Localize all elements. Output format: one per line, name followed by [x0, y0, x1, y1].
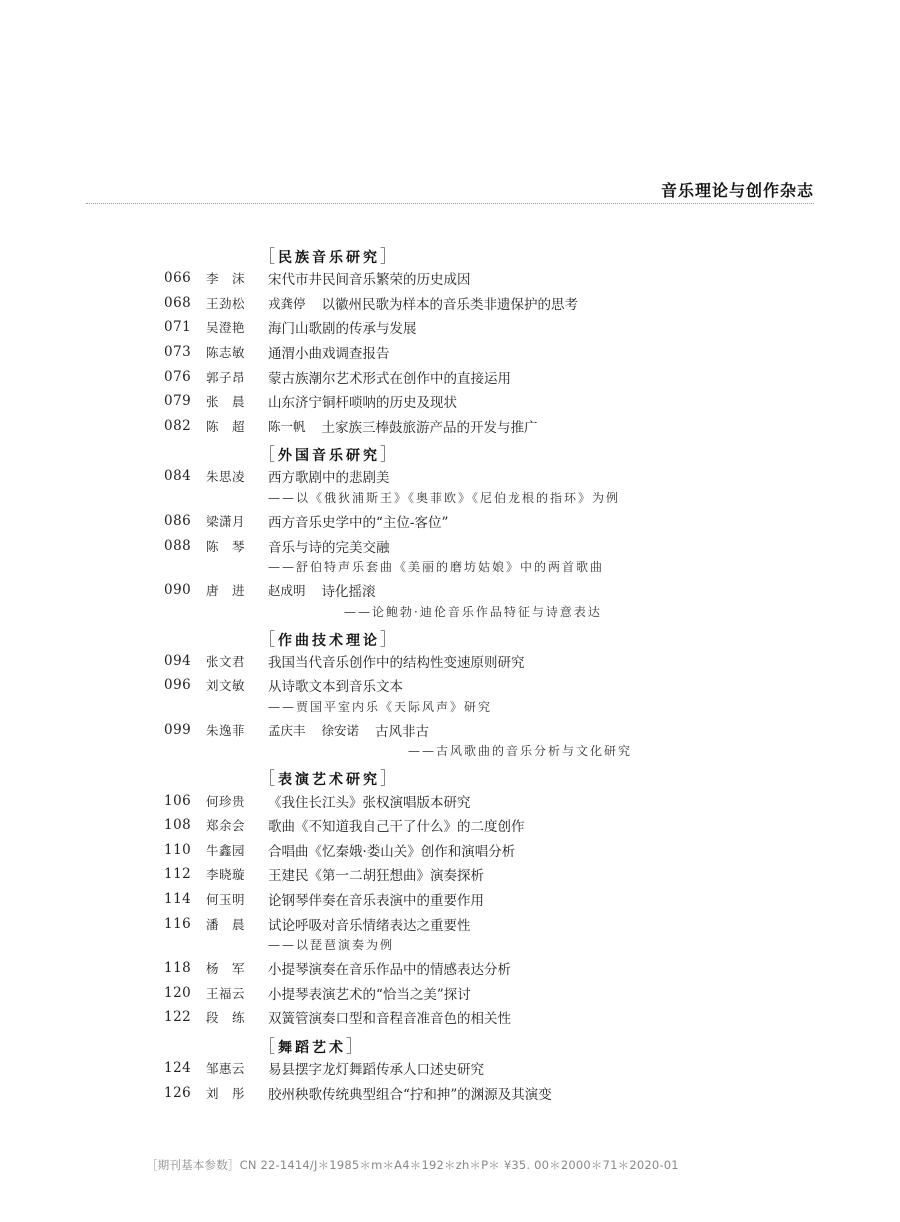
bracket-right: ］ [380, 629, 400, 650]
page-number: 126 [164, 1084, 192, 1101]
article-title: 小提琴表演艺术的“恰当之美”探讨 [268, 986, 471, 1003]
page-number: 096 [164, 677, 192, 694]
page-number: 073 [164, 344, 192, 361]
author-name: 李 沫 [206, 271, 246, 287]
author-name: 潘 晨 [206, 916, 246, 932]
author-name: 陈一帆 [268, 418, 306, 434]
bracket-left: ［ [258, 247, 278, 267]
author-name: 孟庆丰 [268, 723, 306, 739]
page-number: 124 [164, 1059, 192, 1076]
article-title: 双簧管演奏口型和音程音准音色的相关性 [268, 1011, 511, 1028]
article-title: 王建民《第一二胡狂想曲》演奏探析 [268, 868, 484, 885]
page-number: 116 [164, 915, 192, 932]
toc-entry[interactable] [164, 389, 764, 414]
toc-entry[interactable] [164, 911, 764, 956]
toc-entry[interactable] [164, 649, 764, 674]
toc-entry[interactable] [164, 980, 764, 1005]
article-title: 宋代市井民间音乐繁荣的历史成因 [268, 272, 471, 289]
bracket-left: ［ [258, 1036, 278, 1057]
page-number: 084 [164, 468, 192, 485]
page-number: 114 [164, 890, 192, 907]
bracket-right: ］ [380, 769, 400, 790]
bracket-left: ［ [258, 769, 278, 790]
page-number: 122 [164, 1009, 192, 1026]
toc-entry[interactable] [164, 1005, 764, 1030]
author-name: 陈 琴 [206, 538, 246, 554]
author-name: 朱逸菲 [206, 723, 246, 739]
page-number: 090 [164, 582, 192, 599]
author-name: 郑余会 [206, 818, 246, 834]
article-title: 西方歌剧中的悲剧美 [268, 470, 390, 487]
section-title: 表演艺术研究 [278, 772, 380, 789]
author-name: 郭子昂 [206, 369, 246, 385]
author-name: 张 晨 [206, 394, 246, 410]
author-name: 张文君 [206, 653, 246, 669]
header-divider [86, 203, 814, 204]
article-title: 西方音乐史学中的“主位-客位” [268, 515, 449, 532]
page-number: 120 [164, 984, 192, 1001]
author-name: 何珍贵 [206, 793, 246, 809]
article-subtitle: ——以琵琶演奏为例 [268, 937, 395, 952]
toc-entry[interactable] [164, 340, 764, 365]
section-title: 外国音乐研究 [278, 448, 380, 465]
toc-entry[interactable] [164, 266, 764, 291]
article-title: 胶州秧歌传统典型组合“拧和抻”的渊源及其演变 [268, 1086, 552, 1103]
article-title: 小提琴演奏在音乐作品中的情感表达分析 [268, 962, 511, 979]
toc-entry[interactable] [164, 414, 764, 439]
author-name: 王福云 [206, 985, 246, 1001]
toc-entry[interactable] [164, 1080, 764, 1105]
page-number: 086 [164, 513, 192, 530]
section-heading [258, 440, 764, 466]
article-title: 古风非古 [375, 724, 430, 741]
article-title: 诗化摇滚 [321, 584, 376, 601]
toc-entry[interactable] [164, 813, 764, 838]
toc-entry[interactable] [164, 887, 764, 912]
page-number: 118 [164, 960, 192, 977]
article-title: 我国当代音乐创作中的结构性变速原则研究 [268, 654, 525, 671]
bracket-left: ［ [258, 629, 278, 650]
author-name: 朱思凌 [206, 469, 246, 485]
article-title: 《我住长江头》张权演唱版本研究 [268, 794, 471, 811]
article-title: 合唱曲《忆秦娥·娄山关》创作和演唱分析 [268, 843, 516, 860]
section-heading [258, 242, 764, 267]
author-name: 唐 进 [206, 583, 246, 599]
page-number: 108 [164, 817, 192, 834]
article-title: 歌曲《不知道我自己干了什么》的二度创作 [268, 819, 525, 836]
article-title: 以徽州民歌为样本的音乐类非遗保护的思考 [321, 296, 579, 313]
page-number: 088 [164, 537, 192, 554]
article-title: 通渭小曲戏调查报告 [268, 346, 390, 363]
author-name: 杨 军 [206, 961, 246, 977]
author-name: 何玉明 [206, 891, 246, 907]
section-title: 民族音乐研究 [278, 250, 380, 266]
toc-entry[interactable] [164, 838, 764, 863]
author-name: 邹惠云 [206, 1060, 246, 1076]
author-name: 陈 超 [206, 418, 246, 434]
article-title: 蒙古族潮尔艺术形式在创作中的直接运用 [268, 370, 511, 387]
journal-title: 音乐理论与创作杂志 [660, 181, 814, 200]
page-number: 112 [164, 866, 192, 883]
article-subtitle: ——舒伯特声乐套曲《美丽的磨坊姑娘》中的两首歌曲 [268, 559, 605, 574]
author-name: 陈志敏 [206, 345, 246, 361]
toc-entry[interactable] [164, 533, 764, 578]
section-heading [258, 1032, 764, 1057]
article-title: 易县摆字龙灯舞蹈传承人口述史研究 [268, 1061, 484, 1078]
article-title: 论钢琴伴奏在音乐表演中的重要作用 [268, 892, 484, 909]
toc-entry[interactable] [164, 788, 764, 813]
page-number: 099 [164, 722, 192, 739]
toc-entry[interactable] [164, 673, 764, 718]
article-subtitle: ——古风歌曲的音乐分析与文化研究 [408, 744, 633, 759]
toc-entry[interactable] [164, 315, 764, 340]
journal-parameters-footer: ［期刊基本参数］CN 22-1414/J＊1985＊m＊A4＊192＊zh＊P＊ ¥35. 00＊2000＊71＊2020-01 [146, 1158, 679, 1172]
section-title: 作曲技术理论 [278, 632, 380, 649]
page-number: 076 [164, 368, 192, 385]
author-name: 刘 彤 [206, 1085, 246, 1101]
page-number: 079 [164, 393, 192, 410]
article-title: 山东济宁铜杆唢呐的历史及现状 [268, 395, 457, 412]
toc-entry[interactable] [164, 956, 764, 981]
bracket-right: ］ [380, 247, 400, 267]
bracket-left: ［ [258, 445, 278, 466]
article-title: 音乐与诗的完美交融 [268, 539, 390, 556]
author-name: 梁潇月 [206, 514, 246, 530]
author-name: 刘文敏 [206, 678, 246, 694]
author-name: 李晓璇 [206, 867, 246, 883]
article-title: 从诗歌文本到音乐文本 [268, 679, 403, 696]
table-of-contents [164, 240, 764, 1105]
section-heading [258, 625, 764, 650]
article-title: 海门山歌剧的传承与发展 [268, 321, 417, 338]
article-subtitle: ——论鲍勃·迪伦音乐作品特征与诗意表达 [344, 604, 602, 619]
bracket-right: ］ [346, 1036, 366, 1057]
page-number: 071 [164, 319, 192, 336]
toc-entry[interactable] [164, 862, 764, 887]
section-title: 舞蹈艺术 [278, 1039, 346, 1056]
author-name: 赵成明 [268, 583, 306, 599]
bracket-right: ］ [380, 445, 400, 466]
toc-entry[interactable] [164, 509, 764, 534]
author-name: 吴澄艳 [206, 320, 246, 336]
toc-entry[interactable] [164, 464, 764, 509]
page-number: 106 [164, 792, 192, 809]
page-number: 066 [164, 270, 192, 287]
page-number: 082 [164, 417, 192, 434]
author-name: 段 练 [206, 1010, 246, 1026]
toc-entry[interactable] [164, 578, 764, 623]
toc-entry[interactable] [164, 1056, 764, 1081]
toc-entry[interactable] [164, 718, 764, 763]
section-heading [258, 764, 764, 790]
page-number: 110 [164, 841, 192, 858]
article-title: 土家族三棒鼓旅游产品的开发与推广 [321, 419, 538, 436]
toc-entry[interactable] [164, 291, 764, 316]
page-number: 094 [164, 652, 192, 669]
author-name: 牛鑫园 [206, 842, 246, 858]
author-name: 王劲松 [206, 295, 246, 311]
author-name: 徐安诺 [321, 723, 360, 739]
page-number: 068 [164, 294, 192, 311]
article-title: 试论呼吸对音乐情绪表达之重要性 [268, 917, 471, 934]
toc-entry[interactable] [164, 364, 764, 389]
article-subtitle: ——贾国平室内乐《天际风声》研究 [268, 699, 493, 714]
author-name: 戎龚停 [268, 295, 306, 311]
article-subtitle: ——以《俄狄浦斯王》《奥菲欧》《尼伯龙根的指环》为例 [268, 490, 621, 505]
